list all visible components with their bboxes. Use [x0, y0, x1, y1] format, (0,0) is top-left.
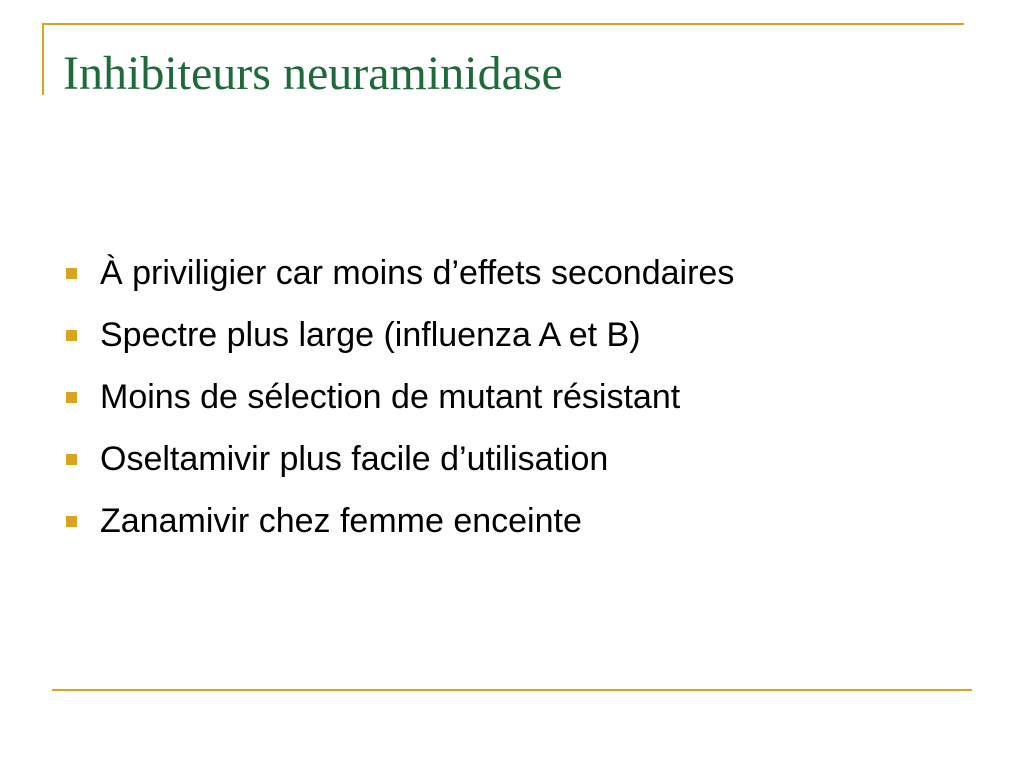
square-bullet-icon	[66, 268, 77, 279]
list-item	[66, 490, 734, 552]
bullet-text: Oseltamivir plus facile d’utilisation	[100, 439, 609, 478]
square-bullet-icon	[66, 516, 77, 527]
bullet-list	[66, 242, 734, 552]
bullet-text: Moins de sélection de mutant résistant	[100, 377, 681, 416]
bullet-text: À priviligier car moins d’effets secondaires	[100, 253, 735, 292]
slide-title: Inhibiteurs neuraminidase	[63, 47, 563, 100]
square-bullet-icon	[66, 330, 77, 341]
square-bullet-icon	[66, 454, 77, 465]
list-item	[66, 366, 734, 428]
square-bullet-icon	[66, 392, 77, 403]
top-frame-line	[42, 23, 964, 25]
left-frame-line	[42, 23, 44, 95]
list-item	[66, 304, 734, 366]
bullet-text: Spectre plus large (influenza A et B)	[100, 315, 641, 354]
list-item	[66, 428, 734, 490]
bullet-text: Zanamivir chez femme enceinte	[100, 501, 582, 540]
list-item	[66, 242, 734, 304]
bottom-frame-line	[52, 689, 972, 691]
